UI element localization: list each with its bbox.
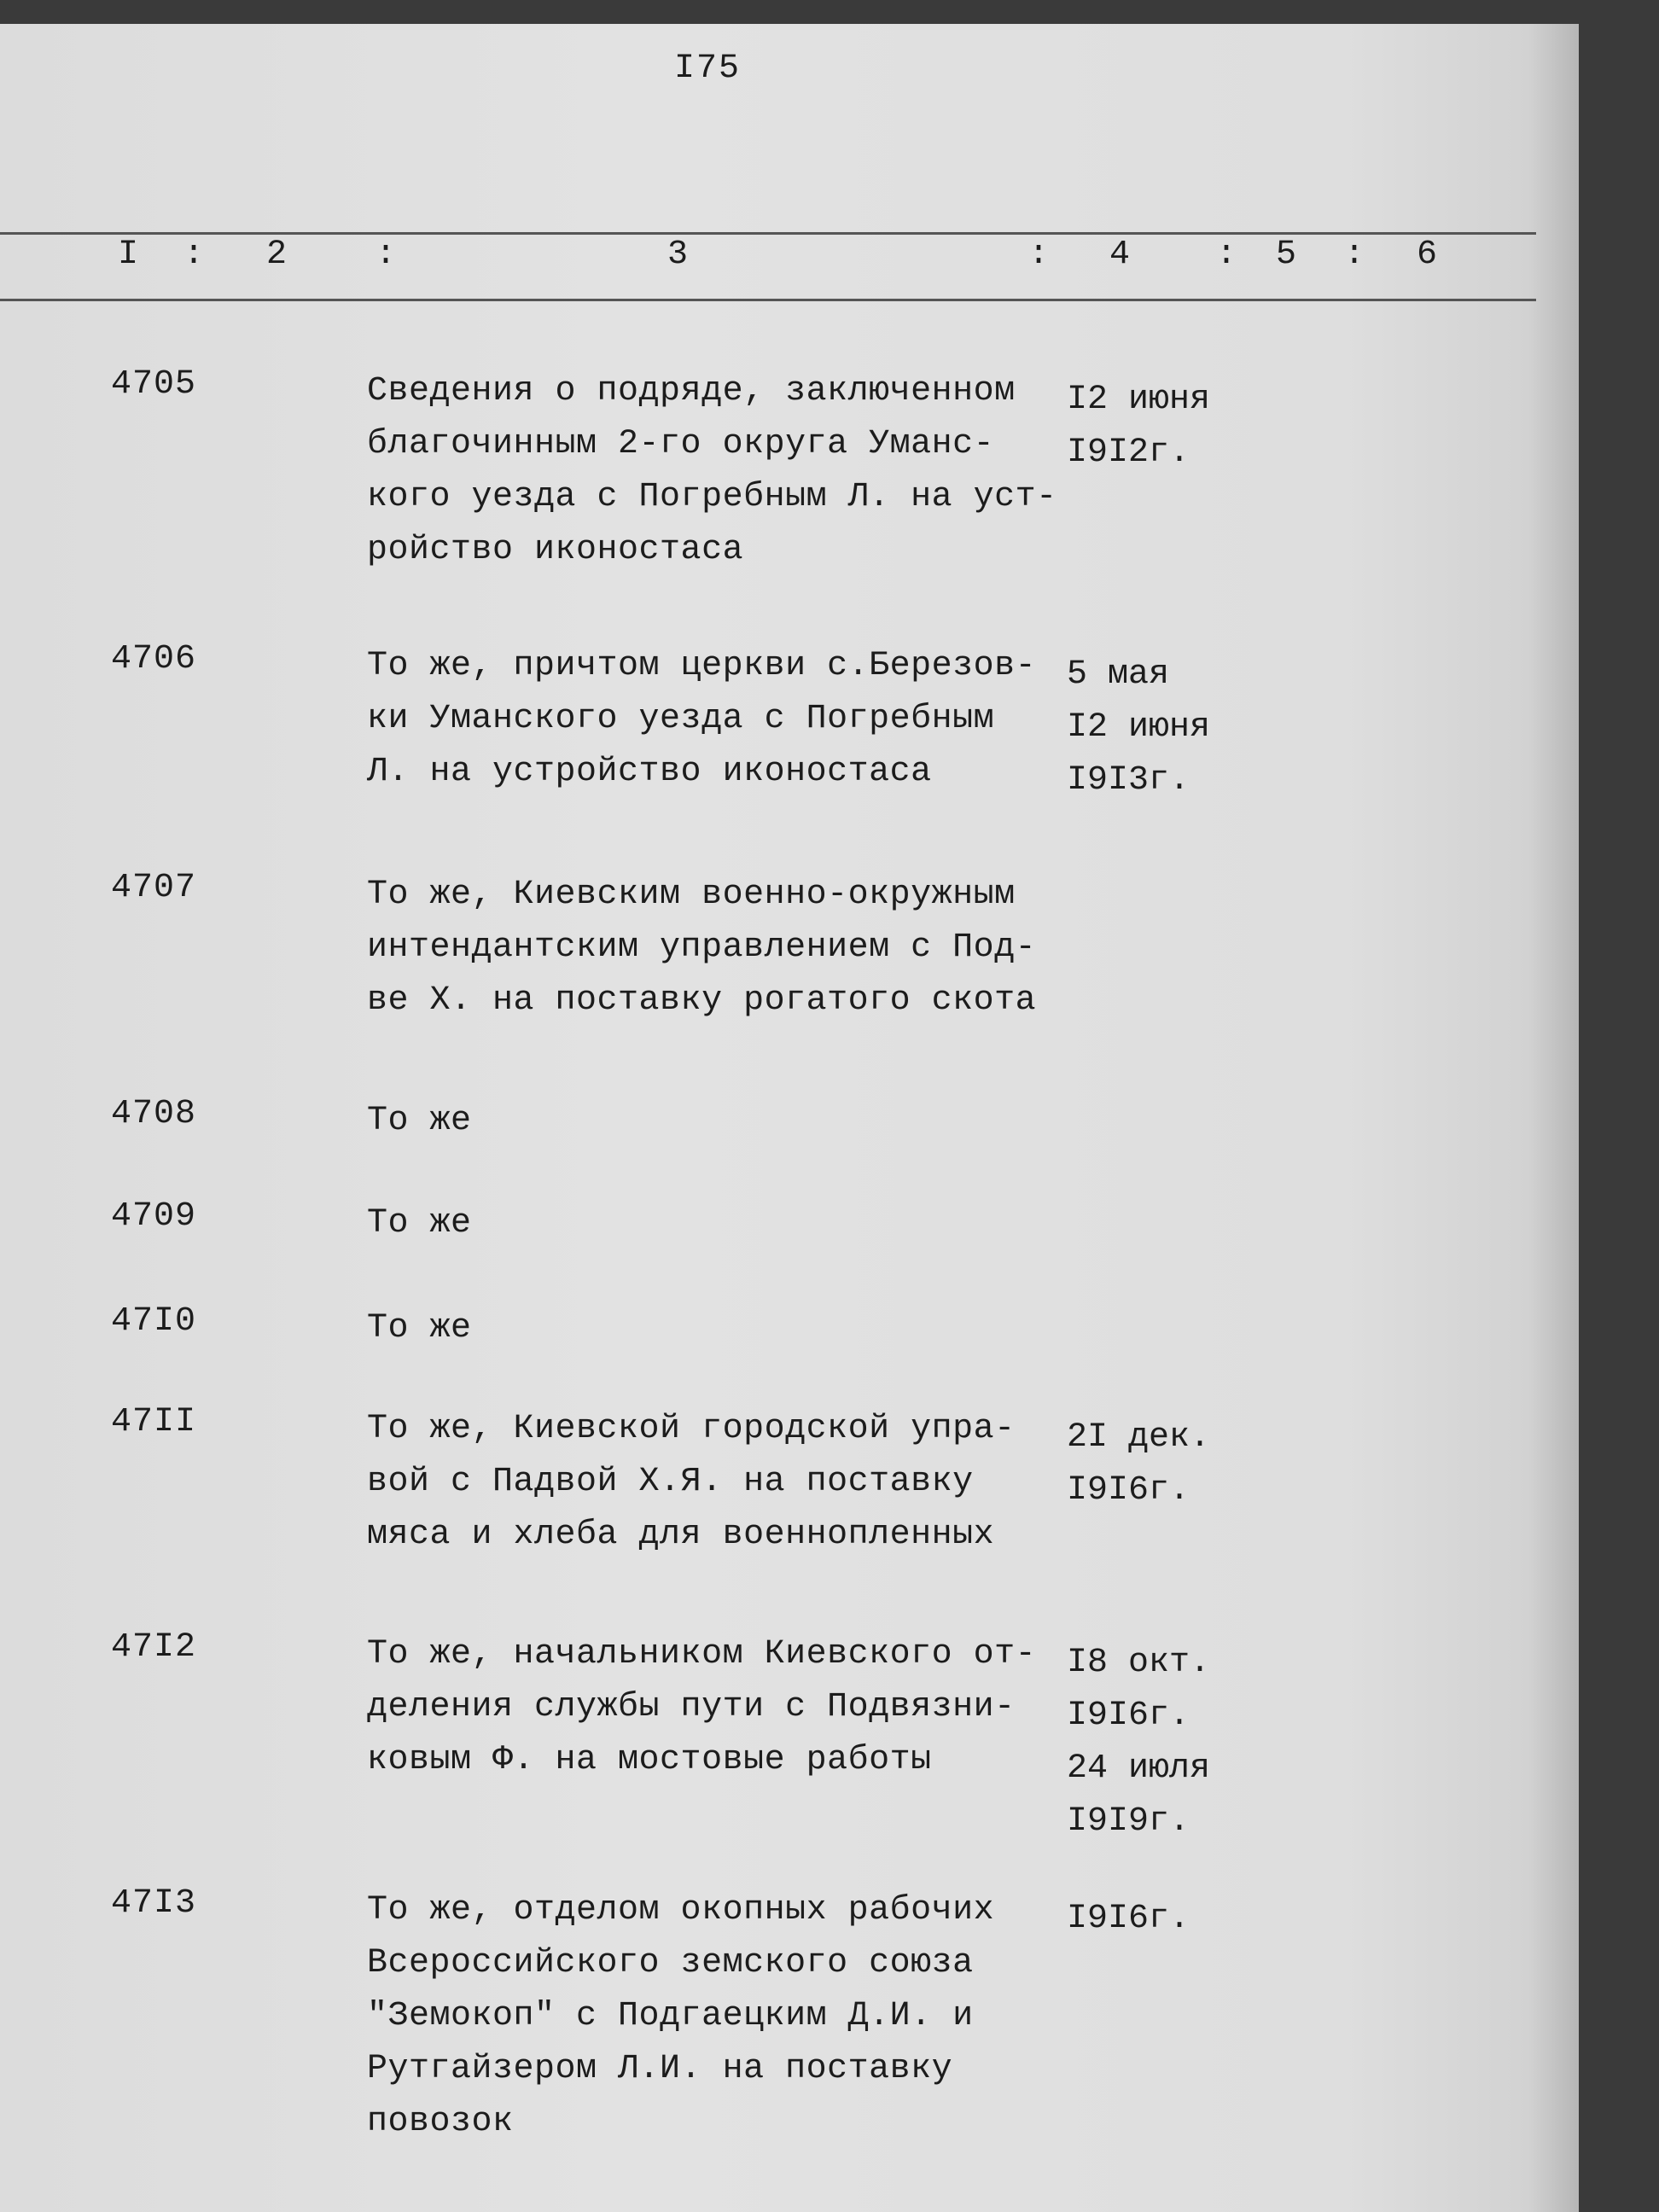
entry-number: 47I2 bbox=[111, 1628, 197, 1667]
entry-date: 2I дек. I9I6г. bbox=[1067, 1418, 1211, 1510]
column-separator: : bbox=[1028, 236, 1050, 274]
entry-date: I9I6г. bbox=[1067, 1900, 1190, 1938]
entry-number: 4707 bbox=[111, 869, 197, 907]
header-rule-top bbox=[0, 232, 1536, 235]
entry-number: 4708 bbox=[111, 1095, 197, 1133]
column-separator: : bbox=[375, 236, 397, 274]
entry-title: То же, начальником Киевского от- деления службы пути с Подвязни- ковым Ф. на мостовые работы bbox=[367, 1635, 1037, 1779]
entry-title: Сведения о подряде, заключенном благочинным 2-го округа Уманс- кого уезда с Погребным Л. на уст- ройство иконостаса bbox=[367, 372, 1057, 569]
entry-title: То же bbox=[367, 1309, 472, 1348]
column-header-1: I bbox=[118, 236, 139, 274]
column-header-4: 4 bbox=[1109, 236, 1131, 274]
column-header-2: 2 bbox=[266, 236, 288, 274]
page-number: I75 bbox=[674, 49, 742, 88]
entry-title: То же bbox=[367, 1102, 472, 1140]
document-page bbox=[0, 24, 1579, 2212]
column-separator: : bbox=[1216, 236, 1237, 274]
column-separator: : bbox=[1344, 236, 1365, 274]
entry-date: 5 мая I2 июня I9I3г. bbox=[1067, 655, 1211, 800]
entry-number: 4705 bbox=[111, 365, 197, 404]
entry-number: 4706 bbox=[111, 640, 197, 678]
entry-date: I8 окт. I9I6г. 24 июля I9I9г. bbox=[1067, 1644, 1211, 1841]
page-edge-shadow bbox=[1528, 24, 1579, 2212]
entry-title: То же, причтом церкви с.Березов- ки Уманского уезда с Погребным Л. на устройство иконостаса bbox=[367, 647, 1037, 791]
entry-number: 47I0 bbox=[111, 1302, 197, 1341]
header-rule-bottom bbox=[0, 299, 1536, 301]
column-header-6: 6 bbox=[1417, 236, 1438, 274]
entry-title: То же bbox=[367, 1204, 472, 1243]
entry-title: То же, Киевским военно-окружным интендантским управлением с Под- ве Х. на поставку рогатого скота bbox=[367, 876, 1037, 1020]
entry-title: То же, Киевской городской упра- вой с Падвой Х.Я. на поставку мяса и хлеба для военнопленных bbox=[367, 1410, 1016, 1554]
entry-number: 4709 bbox=[111, 1197, 197, 1236]
entry-number: 47II bbox=[111, 1403, 197, 1441]
entry-number: 47I3 bbox=[111, 1884, 197, 1923]
column-header-5: 5 bbox=[1276, 236, 1297, 274]
entry-date: I2 июня I9I2г. bbox=[1067, 381, 1211, 472]
column-separator: : bbox=[183, 236, 205, 274]
entry-title: То же, отделом окопных рабочих Всероссийского земского союза "Земокоп" с Подгаецким Д.И. и Рутгайзером Л.И. на поставку повозок bbox=[367, 1891, 995, 2141]
column-header-3: 3 bbox=[667, 236, 689, 274]
